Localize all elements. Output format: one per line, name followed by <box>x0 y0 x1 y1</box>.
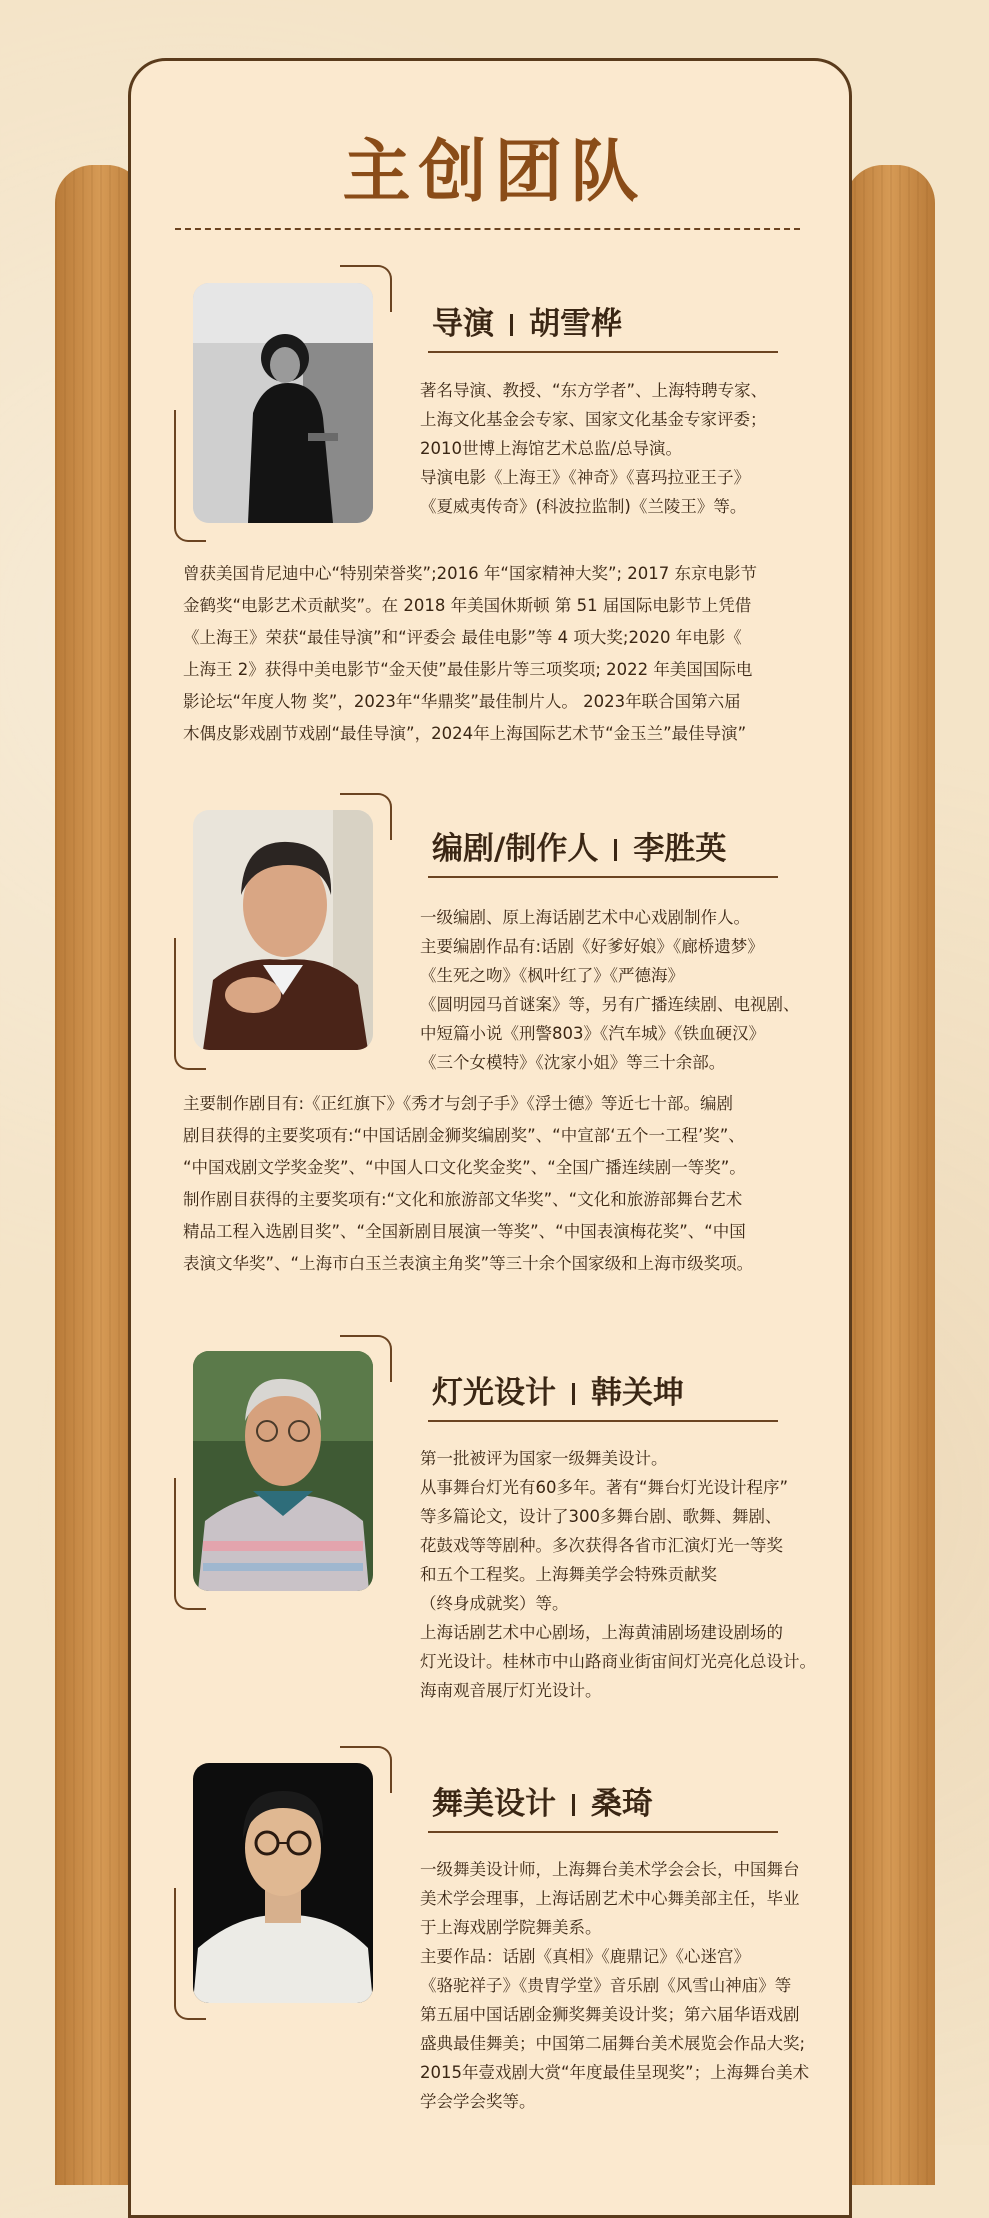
bio-line: 灯光设计。桂林市中山路商业街宙间灯光亮化总设计。 <box>420 1652 816 1671</box>
bio-line: 《圆明园马首谜案》等，另有广播连续剧、电视剧、 <box>420 995 800 1014</box>
member-awards <box>183 558 803 750</box>
bio-line: （终身成就奖）等。 <box>420 1594 569 1613</box>
bio-line: 《骆驼祥子》《贵胄学堂》音乐剧《风雪山神庙》等 <box>420 1976 792 1995</box>
award-line: 曾获美国肯尼迪中心“特别荣誉奖”;2016 年“国家精神大奖”; 2017 东京电影节 <box>183 564 758 583</box>
member-role: 舞美设计 <box>432 1786 556 1822</box>
member-role: 导演 <box>432 306 494 342</box>
member-name: 胡雪桦 <box>529 306 622 342</box>
member-awards <box>183 1088 803 1280</box>
role-underline <box>428 1420 778 1422</box>
award-line: 制作剧目获得的主要奖项有:“文化和旅游部文华奖”、“文化和旅游部舞台艺术 <box>183 1190 743 1209</box>
separator <box>614 839 617 861</box>
bio-line: 2010世博上海馆艺术总监/总导演。 <box>420 439 683 458</box>
member-bio <box>420 1855 809 2116</box>
separator <box>510 314 513 336</box>
bio-line: 学会学会奖等。 <box>420 2092 536 2111</box>
right-wood-panel <box>845 165 935 2185</box>
page-title: 主创团队 <box>342 132 647 212</box>
member-bio <box>420 1444 816 1705</box>
lighting-designer-photo <box>193 1351 373 1591</box>
writer-photo <box>193 810 373 1050</box>
award-line: 上海王 2》获得中美电影节“金天使”最佳影片等三项奖项; 2022 年美国国际电 <box>183 660 753 679</box>
award-line: “中国戏剧文学奖金奖”、“中国人口文化奖金奖”、“全国广播连续剧一等奖”。 <box>183 1158 746 1177</box>
bio-line: 导演电影《上海王》《神奇》《喜玛拉亚王子》 <box>420 468 750 487</box>
bio-line: 《生死之吻》《枫叶红了》《严德海》 <box>420 966 684 985</box>
bio-line: 第一批被评为国家一级舞美设计。 <box>420 1449 668 1468</box>
bio-line: 等多篇论文，设计了300多舞台剧、歌舞、舞剧、 <box>420 1507 782 1526</box>
member-role-title <box>432 1367 684 1412</box>
member-name: 李胜英 <box>633 831 727 867</box>
bio-line: 美术学会理事，上海话剧艺术中心舞美部主任，毕业 <box>420 1889 800 1908</box>
role-underline <box>428 1831 778 1833</box>
bio-line: 花鼓戏等等剧种。多次获得各省市汇演灯光一等奖 <box>420 1536 783 1555</box>
bio-line: 盛典最佳舞美；中国第二届舞台美术展览会作品大奖; <box>420 2034 806 2053</box>
title-divider <box>175 228 800 230</box>
separator <box>572 1794 575 1816</box>
bio-line: 第五届中国话剧金狮奖舞美设计奖；第六届华语戏剧 <box>420 2005 800 2024</box>
award-line: 木偶皮影戏剧节戏剧“最佳导演”，2024年上海国际艺术节“金玉兰”最佳导演” <box>183 724 747 743</box>
member-name: 桑琦 <box>591 1786 653 1822</box>
award-line: 金鹤奖“电影艺术贡献奖”。在 2018 年美国休斯顿 第 51 届国际电影节上凭借 <box>183 596 752 615</box>
bio-line: 《夏威夷传奇》(科波拉监制)《兰陵王》等。 <box>420 497 747 516</box>
role-underline <box>428 351 778 353</box>
separator <box>572 1383 575 1405</box>
stage-designer-photo <box>193 1763 373 2003</box>
member-role-title <box>432 1778 653 1823</box>
member-role: 灯光设计 <box>432 1375 556 1411</box>
bio-line: 主要作品：话剧《真相》《鹿鼎记》《心迷宫》 <box>420 1947 750 1966</box>
bio-line: 一级舞美设计师，上海舞台美术学会会长，中国舞台 <box>420 1860 800 1879</box>
bio-line: 从事舞台灯光有60多年。著有“舞台灯光设计程序” <box>420 1478 789 1497</box>
member-bio <box>420 376 767 521</box>
bio-line: 中短篇小说《刑警803》《汽车城》《铁血硬汉》 <box>420 1024 765 1043</box>
award-line: 《上海王》荣获“最佳导演”和“评委会 最佳电影”等 4 项大奖;2020 年电影《 <box>183 628 742 647</box>
award-line: 精品工程入选剧目奖”、“全国新剧目展演一等奖”、“中国表演梅花奖”、“中国 <box>183 1222 746 1241</box>
award-line: 影论坛“年度人物 奖”，2023年“华鼎奖”最佳制片人。 2023年联合国第六届 <box>183 692 741 711</box>
award-line: 主要制作剧目有:《正红旗下》《秀才与刽子手》《浮士德》等近七十部。编剧 <box>183 1094 734 1113</box>
bio-line: 和五个工程奖。上海舞美学会特殊贡献奖 <box>420 1565 717 1584</box>
bio-line: 海南观音展厅灯光设计。 <box>420 1681 602 1700</box>
bio-line: 上海话剧艺术中心剧场，上海黄浦剧场建设剧场的 <box>420 1623 783 1642</box>
bio-line: 《三个女模特》《沈家小姐》等三十余部。 <box>420 1053 726 1072</box>
member-role-title <box>432 298 622 343</box>
bio-line: 著名导演、教授、“东方学者”、上海特聘专家、 <box>420 381 768 400</box>
member-name: 韩关坤 <box>591 1375 684 1411</box>
bio-line: 2015年壹戏剧大赏“年度最佳呈现奖”；上海舞台美术 <box>420 2063 810 2082</box>
bio-line: 主要编剧作品有:话剧《好爹好娘》《廊桥遗梦》 <box>420 937 764 956</box>
role-underline <box>428 876 778 878</box>
member-role: 编剧/制作人 <box>432 831 599 867</box>
member-bio <box>420 903 800 1077</box>
bio-line: 于上海戏剧学院舞美系。 <box>420 1918 602 1937</box>
award-line: 表演文华奖”、“上海市白玉兰表演主角奖”等三十余个国家级和上海市级奖项。 <box>183 1254 754 1273</box>
bio-line: 上海文化基金会专家、国家文化基金专家评委； <box>420 410 767 429</box>
bio-line: 一级编剧、原上海话剧艺术中心戏剧制作人。 <box>420 908 750 927</box>
award-line: 剧目获得的主要奖项有:“中国话剧金狮奖编剧奖”、“中宣部‘五个一工程’奖”、 <box>183 1126 745 1145</box>
member-role-title <box>432 823 726 868</box>
director-photo <box>193 283 373 523</box>
